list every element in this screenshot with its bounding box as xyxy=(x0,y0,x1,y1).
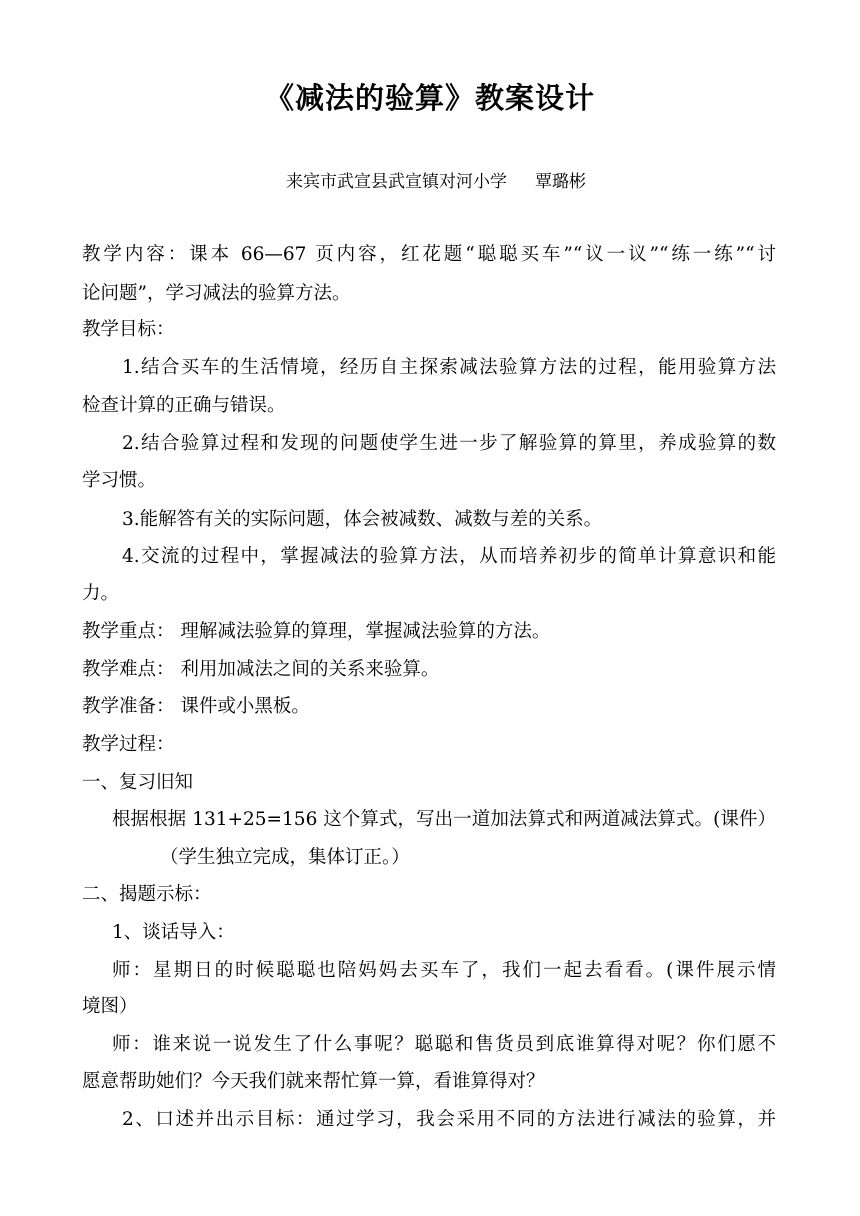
section-2-heading: 二、揭题示标： xyxy=(82,884,212,905)
teacher-1-line-2: 境图） xyxy=(82,996,138,1017)
difficulty: 教学难点： 利用加减法之间的关系来验算。 xyxy=(82,659,440,680)
goal-3: 3.能解答有关的实际问题，体会被减数、减数与差的关系。 xyxy=(122,509,603,530)
sub-2-line-1: 2、口述并出示目标：通过学习，我会采用不同的方法进行减法的验算，并 xyxy=(122,1109,776,1130)
goal-4-line-1: 4.交流的过程中，掌握减法的验算方法，从而培养初步的简单计算意识和能 xyxy=(122,546,776,567)
goal-2-line-1: 2.结合验算过程和发现的问题使学生进一步了解验算的算里，养成验算的数 xyxy=(122,433,776,454)
author-line xyxy=(286,170,586,194)
content-line-2: 论问题”，学习减法的验算方法。 xyxy=(82,283,351,304)
preparation: 教学准备： 课件或小黑板。 xyxy=(82,696,310,717)
author-name: 覃璐彬 xyxy=(535,172,586,192)
document-title: 《减法的验算》教案设计 xyxy=(264,81,595,115)
section-1-heading: 一、复习旧知 xyxy=(82,772,194,793)
goal-1-line-2: 检查计算的正确与错误。 xyxy=(82,395,286,416)
teacher-2-line-1: 师：谁来说一说发生了什么事呢？聪聪和售货员到底谁算得对呢？你们愿不 xyxy=(112,1034,776,1055)
key-point: 教学重点： 理解减法验算的算理，掌握减法验算的方法。 xyxy=(82,621,551,642)
goal-2-line-2: 学习惯。 xyxy=(82,470,157,491)
teacher-2-line-2: 愿意帮助她们？今天我们就来帮忙算一算，看谁算得对？ xyxy=(82,1071,545,1092)
sub-1-heading: 1、谈话导入： xyxy=(112,922,235,943)
process-heading: 教学过程： xyxy=(82,734,175,755)
author-school: 来宾市武宣县武宣镇对河小学 xyxy=(286,172,507,192)
goal-1-line-1: 1.结合买车的生活情境，经历自主探索减法验算方法的过程，能用验算方法 xyxy=(122,357,776,378)
section-1-line-1: 根据根据 131+25=156 这个算式，写出一道加法算式和两道减法算式。(课件） xyxy=(112,809,776,830)
teacher-1-line-1: 师：星期日的时候聪聪也陪妈妈去买车了，我们一起去看看。(课件展示情 xyxy=(112,960,776,981)
content-line-1: 教学内容：课本 66—67 页内容，红花题“聪聪买车”“议一议”“练一练”“讨 xyxy=(82,244,776,265)
section-1-line-2: （学生独立完成，集体订正。） xyxy=(160,847,410,868)
goal-4-line-2: 力。 xyxy=(82,583,120,604)
goals-heading: 教学目标： xyxy=(82,319,175,340)
